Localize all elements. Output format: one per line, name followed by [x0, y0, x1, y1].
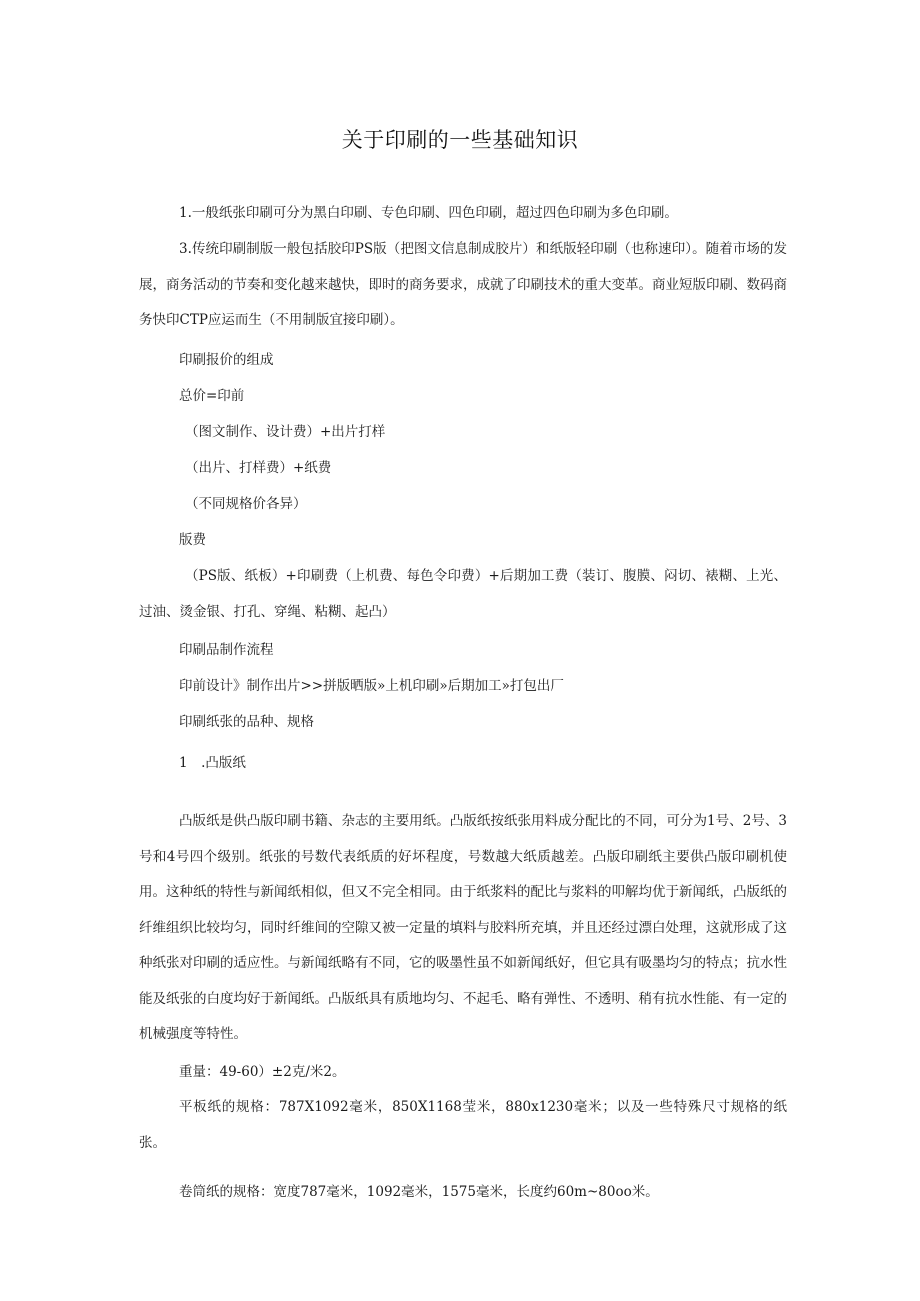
- document-title: 关于印刷的一些基础知识: [341, 128, 579, 152]
- line-roll-spec: 卷筒纸的规格：宽度787毫米，1092毫米，1575毫米，长度约60m~80oo米。: [179, 1184, 659, 1200]
- line-process-flow: 印前设计》制作出片>>拼版晒版»上机印刷»后期加工»打包出厂: [179, 678, 564, 694]
- line-film-fee: （出片、打样费）+纸费: [185, 460, 332, 476]
- paragraph-print-fee: （PS版、纸板）+印刷费（上机费、每色令印费）+后期加工费（装订、腹膜、闷切、裱糊、上光、过油、烫金银、打孔、穿绳、粘糊、起凸）: [139, 568, 787, 620]
- line-paper-weight: 重量：49-60）±2克/米2。: [179, 1064, 346, 1080]
- heading-paper-types: 印刷纸张的品种、规格: [179, 714, 314, 730]
- line-total-price: 总价=印前: [179, 388, 245, 404]
- paragraph-print-types: 1.一般纸张印刷可分为黑白印刷、专色印刷、四色印刷，超过四色印刷为多色印刷。: [179, 205, 678, 221]
- paragraph-letterpress-description: 凸版纸是供凸版印刷书籍、杂志的主要用纸。凸版纸按纸张用料成分配比的不同，可分为1号、2号、3号和4号四个级别。纸张的号数代表纸质的好坏程度，号数越大纸质越差。凸版印刷纸主要供凸版印刷机使用。这种纸的特性与新闻纸相似，但又不完全相同。由于纸浆料的配比与浆料的叩解均优于新闻纸，凸版纸的纤维组织比较均匀，同时纤维间的空隙又被一定量的填料与胶料所充填，并且还经过漂白处理，这就形成了这种纸张对印刷的适应性。与新闻纸略有不同，它的吸墨性虽不如新闻纸好，但它具有吸墨均匀的特点；抗水性能及纸张的白度均好于新闻纸。凸版纸具有质地均匀、不起毛、略有弹性、不透明、稍有抗水性能、有一定的机械强度等特性。: [139, 813, 787, 1042]
- heading-letterpress-paper: 1 .凸版纸: [179, 755, 246, 771]
- line-paper-note: （不同规格价各异）: [185, 496, 307, 512]
- paragraph-traditional-plate: 3.传统印刷制版一般包括胶印PS版（把图文信息制成胶片）和纸版轻印刷（也称速印）。随着市场的发展，商务活动的节奏和变化越来越快，即时的商务要求，成就了印刷技术的重大变革。商业短版印刷、数码商务快印CTP应运而生（不用制版宜接印刷）。: [139, 241, 787, 328]
- paragraph-flat-sheet-spec: 平板纸的规格：787X1092毫米，850X1168莹米，880x1230毫米；以及一些特殊尺寸规格的纸张。: [139, 1099, 787, 1151]
- line-plate-fee: 版费: [179, 532, 206, 548]
- line-design-fee: （图文制作、设计费）+出片打样: [185, 424, 386, 440]
- heading-production-process: 印刷品制作流程: [179, 642, 274, 658]
- heading-quote-composition: 印刷报价的组成: [179, 352, 274, 368]
